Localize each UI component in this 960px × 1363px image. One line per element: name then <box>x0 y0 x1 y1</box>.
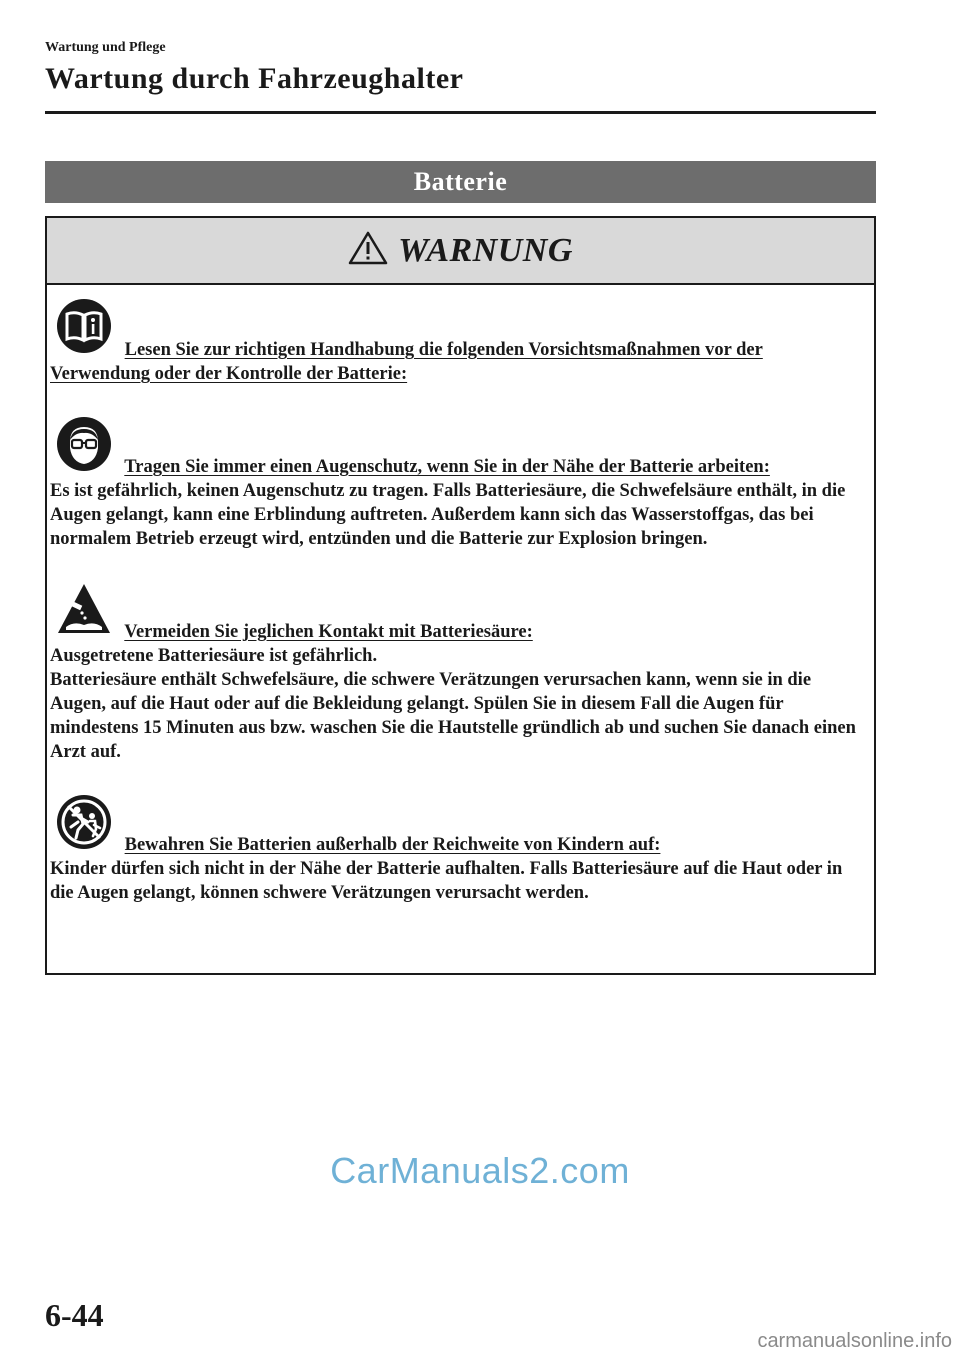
footer-site-url: carmanualsonline.info <box>757 1330 952 1352</box>
warning-item-body-2: Batteriesäure enthält Schwefelsäure, die schwere Verätzungen verursachen kann, wenn sie in die Augen, auf die Haut oder auf die Bekleidung gelangt. Spülen Sie in diesem Fall die Augen für mindestens 15 Minuten aus bzw. waschen Sie die Hautstelle gründlich ab und suchen Sie danach einen Arzt auf. <box>50 670 856 762</box>
watermark-logo: CarManuals2.com <box>330 1150 630 1191</box>
warning-item-lead: Lesen Sie zur richtigen Handhabung die folgenden Vorsichtsmaßnahmen vor der Verwendung oder der Kontrolle der Batterie: <box>50 340 763 384</box>
warning-item-body-1: Ausgetretene Batteriesäure ist gefährlich. <box>50 646 378 666</box>
corrosive-acid-icon <box>56 581 112 644</box>
warning-item-body: Kinder dürfen sich nicht in der Nähe der Batterie aufhalten. Falls Batteriesäure auf die Haut oder in die Augen gelangt, können schwere Verätzungen verursacht werden. <box>50 859 843 903</box>
warning-header <box>47 218 874 285</box>
eye-protection-icon <box>56 416 112 479</box>
keep-away-children-icon <box>56 794 112 857</box>
warning-title: WARNUNG <box>398 231 573 269</box>
warning-item-lead: Tragen Sie immer einen Augenschutz, wenn Sie in der Nähe der Batterie arbeiten: <box>124 457 770 477</box>
banner-title: Batterie <box>413 167 508 196</box>
section-banner <box>45 161 876 203</box>
warning-item-children <box>50 794 862 905</box>
section-label: Wartung und Pflege <box>45 40 166 55</box>
warning-item-manual <box>50 297 862 386</box>
warning-item-lead: Bewahren Sie Batterien außerhalb der Reichweite von Kindern auf: <box>124 835 661 855</box>
header-rule <box>45 111 876 114</box>
warning-triangle-icon <box>348 231 388 270</box>
warning-item-body: Es ist gefährlich, keinen Augenschutz zu tragen. Falls Batteriesäure, die Schwefelsäure enthält, in die Augen gelangt, kann eine Erblindung auftreten. Außerdem kann sich das Wasserstoffgas, das bei normalem Betrieb erzeugt wird, entzünden und die Batterie zur Explosion bringen. <box>50 481 846 549</box>
warning-item-lead: Vermeiden Sie jeglichen Kontakt mit Batteriesäure: <box>124 622 533 642</box>
warning-item-eye-protection <box>50 416 862 551</box>
warning-box <box>45 216 876 975</box>
chapter-title: Wartung durch Fahrzeughalter <box>45 62 464 95</box>
warning-item-acid <box>50 581 862 764</box>
manual-read-icon <box>56 297 112 362</box>
page-number: 6-44 <box>45 1297 104 1333</box>
